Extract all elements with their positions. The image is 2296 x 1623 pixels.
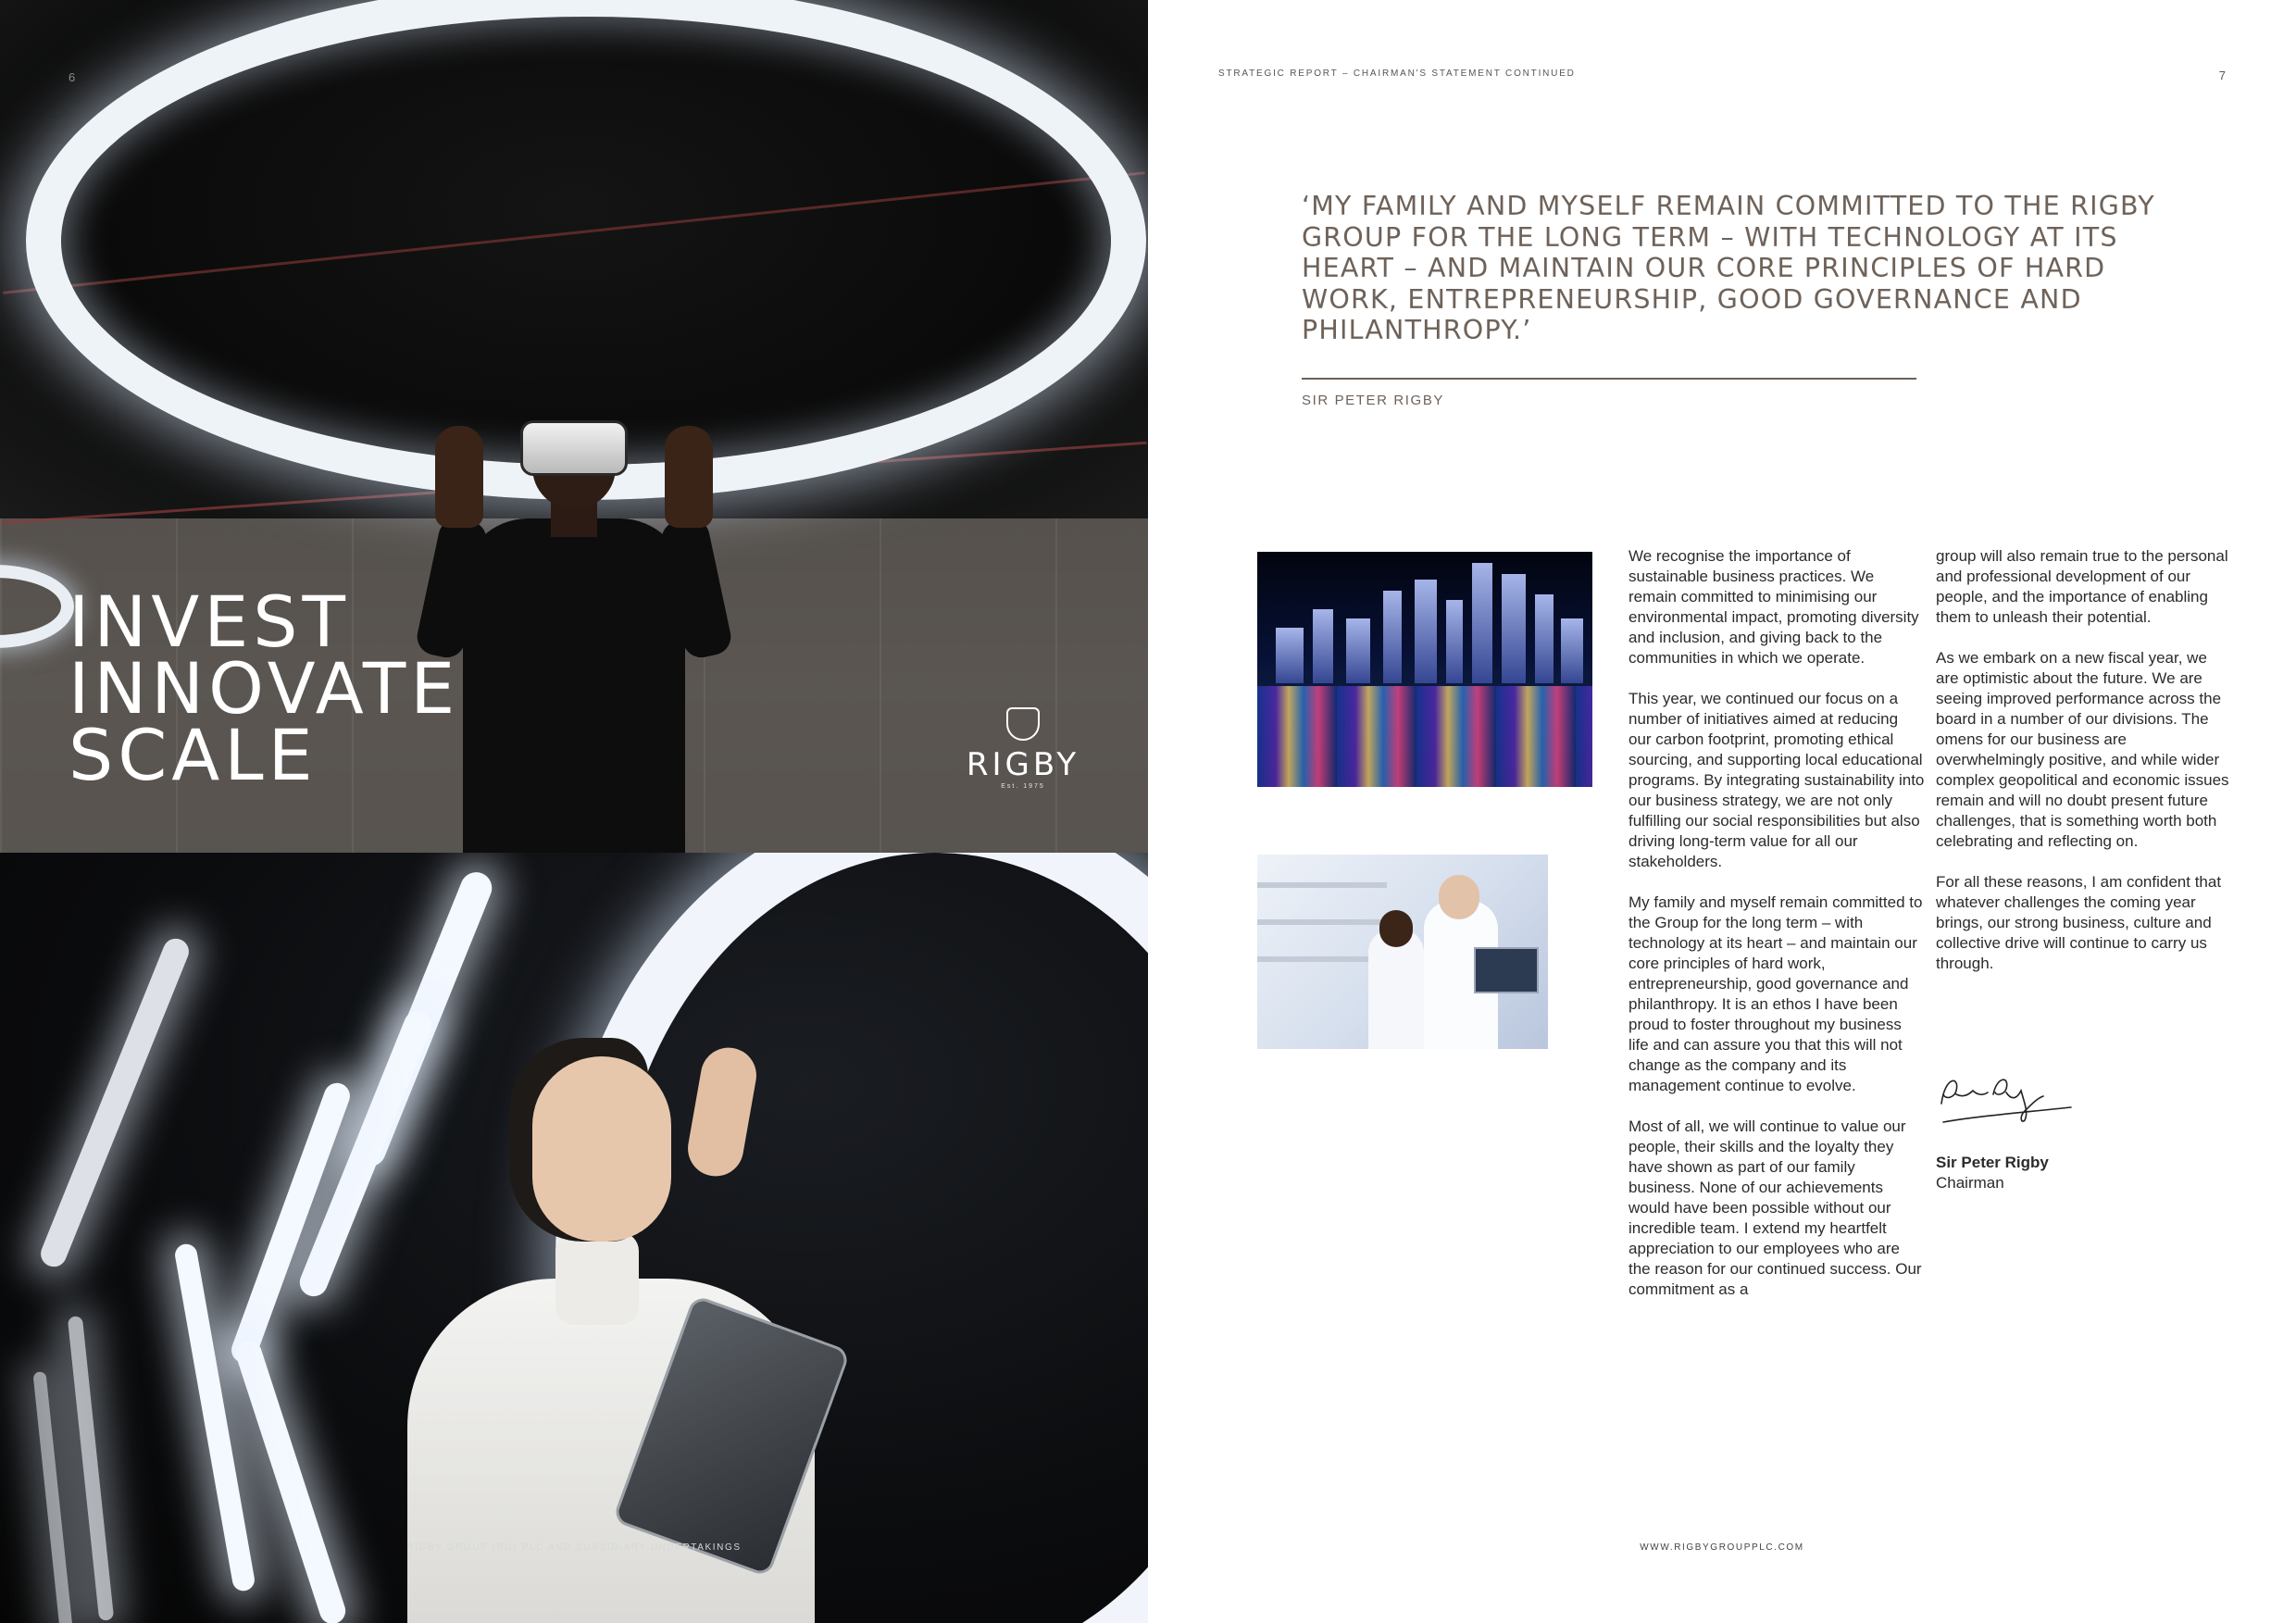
paragraph: We recognise the importance of sustainable business practices. We remain committed to minimising our environmental impact, promoting diversity and inclusion, and giving back to the communities in which we operate. bbox=[1628, 547, 1919, 667]
paragraph: My family and myself remain committed to the Group for the long term – with technology at its heart – and maintain our core principles of hard work, entrepreneurship, good governance and philanthropy. It is an ethos I have been proud to foster throughout my business life and can assure you that this will not change as the company and its management continue to evolve. bbox=[1628, 893, 1923, 1094]
page-number: 7 bbox=[2218, 69, 2226, 82]
brand-name: RIGBY bbox=[966, 746, 1080, 783]
rigby-logo bbox=[963, 707, 1083, 790]
light-strip bbox=[173, 1242, 256, 1592]
headline bbox=[69, 581, 550, 796]
vr-headset bbox=[520, 420, 628, 476]
signatory-name: Sir Peter Rigby bbox=[1936, 1154, 2049, 1171]
raised-hand bbox=[435, 426, 483, 528]
laboratory-photo bbox=[1257, 855, 1548, 1049]
city-skyline-photo bbox=[1257, 552, 1592, 787]
headline-line: SCALE bbox=[69, 714, 318, 796]
water-reflection bbox=[1257, 686, 1592, 787]
light-strip bbox=[32, 1371, 72, 1623]
tablet-photo bbox=[0, 853, 1148, 1623]
paragraph: For all these reasons, I am confident that whatever challenges the coming year brings, our strong business, culture and collective drive will continue to carry us through. bbox=[1936, 873, 2222, 972]
person-with-tablet bbox=[370, 1019, 852, 1623]
headline-line: INNOVATE bbox=[69, 647, 460, 730]
monitor bbox=[1474, 947, 1539, 993]
handwritten-signature bbox=[1936, 1067, 2075, 1131]
paragraph: Most of all, we will continue to value our people, their skills and the loyalty they have shown as part of our family business. None of our achievements would have been possible without our incredible team. I extend my heartfelt appreciation to our employees who are the reason for our continued success. Our commitment as a bbox=[1628, 1117, 1922, 1298]
signatory-role: Chairman bbox=[1936, 1174, 2004, 1192]
light-strip bbox=[68, 1316, 114, 1621]
page-number: 6 bbox=[69, 70, 76, 84]
raised-hand bbox=[683, 1043, 760, 1180]
pull-quote: ‘MY FAMILY AND MYSELF REMAIN COMMITTED TO THE RIGBY GROUP FOR THE LONG TERM – WITH TECHNOLOGY AT ITS HEART – AND MAINTAIN OUR CORE PRINCIPLES OF HARD WORK, ENTREPRENEURSHIP, GOOD GOVERNANCE AND PHILANTHROPY.’ bbox=[1302, 191, 2155, 345]
vr-photo bbox=[0, 0, 1148, 853]
footer-website: WWW.RIGBYGROUPPLC.COM bbox=[1640, 1542, 1804, 1553]
body-column-right bbox=[1936, 546, 2232, 994]
paragraph: This year, we continued our focus on a number of initiatives aimed at reducing our carbon footprint, promoting ethical sourcing, and supporting local educational programs. By integrating sustainability into our business strategy, we are not only fulfilling our social responsibilities but also driving long-term value for all our stakeholders. bbox=[1628, 690, 1925, 870]
light-strip bbox=[37, 935, 193, 1271]
right-page bbox=[1148, 0, 2296, 1623]
brand-established: Est. 1975 bbox=[1001, 783, 1045, 790]
quote-attribution: SIR PETER RIGBY bbox=[1302, 393, 1445, 408]
crest-icon bbox=[1006, 707, 1040, 741]
raised-hand bbox=[665, 426, 713, 528]
quote-divider bbox=[1302, 378, 1916, 380]
paragraph: As we embark on a new fiscal year, we are optimistic about the future. We are seeing improved performance across the board in a number of our divisions. The omens for our business are overwhelmingly positive, and while wider complex geopolitical and economic issues remain and will no doubt present future challenges, that is something worth both celebrating and reflecting on. bbox=[1936, 649, 2229, 850]
body-column-left bbox=[1628, 546, 1925, 1320]
footer-company: RIGBY GROUP (RG) PLC AND SUBSIDIARY UNDERTAKINGS bbox=[406, 1542, 742, 1553]
running-head: STRATEGIC REPORT – CHAIRMAN'S STATEMENT CONTINUED bbox=[1218, 69, 1576, 79]
paragraph: group will also remain true to the personal and professional development of our people, and the importance of enabling them to unleash their potential. bbox=[1936, 547, 2228, 626]
headline-line: INVEST bbox=[69, 581, 350, 663]
